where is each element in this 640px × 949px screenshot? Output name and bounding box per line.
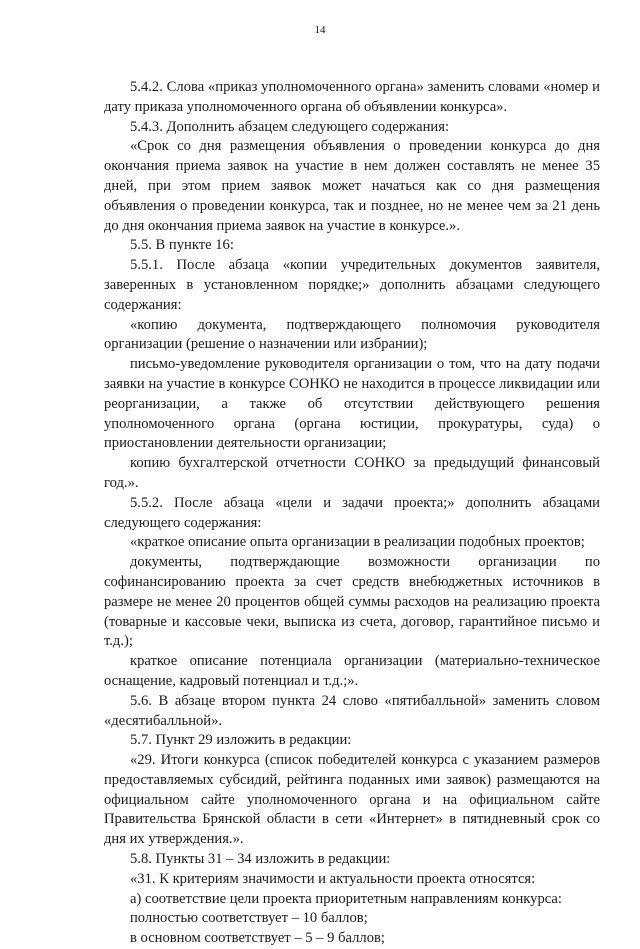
paragraph-experience: «краткое описание опыта организации в реализации подобных проектов; [130, 534, 585, 551]
paragraph-31: «31. К критериям значимости и актуальности проекта относятся: [130, 870, 536, 887]
paragraph-5-5: 5.5. В пункте 16: [130, 237, 234, 254]
paragraph-document-copy: «копию документа, подтверждающего полномочия руководителя организации (решение о назначении или избрании); [104, 316, 600, 353]
paragraph-29: «29. Итоги конкурса (список победителей конкурса с указанием размеров предоставляемых субсидий, рейтинга поданных ими заявок) размещаются на официальном сайте уполномоченного органа и на официальном сайте Правительства Брянской области в сети «Интернет» в пятидневный срок со дня их утверждения.». [104, 752, 600, 848]
paragraph-criterion-a: а) соответствие цели проекта приоритетным направлениям конкурса: [130, 890, 562, 907]
paragraph-5-6: 5.6. В абзаце втором пункта 24 слово «пятибалльной» заменить словом «десятибалльной». [104, 692, 600, 729]
paragraph-5-5-2: 5.5.2. После абзаца «цели и задачи проекта;» дополнить абзацами следующего содержания: [104, 494, 600, 531]
paragraph-5-8: 5.8. Пункты 31 – 34 изложить в редакции: [130, 851, 391, 868]
paragraph-deadline-quote: «Срок со дня размещения объявления о проведении конкурса до дня окончания приема заявок на участие в нем должен составлять не менее 35 дней, при этом прием заявок может начаться как со дня размещения объявления о проведении конкурса, так и позднее, но не менее чем за 21 день до дня окончания приема заявок на участие в конкурсе.». [104, 138, 600, 234]
paragraph-5-7: 5.7. Пункт 29 изложить в редакции: [130, 732, 352, 749]
paragraph-potential: краткое описание потенциала организации (материально-техническое оснащение, кадровый потенциал и т.д.;». [104, 653, 600, 689]
paragraph-mostly-matches: в основном соответствует – 5 – 9 баллов; [130, 930, 385, 947]
page-number: 14 [314, 24, 326, 36]
paragraph-fully-matches: полностью соответствует – 10 баллов; [130, 910, 368, 927]
paragraph-5-4-3: 5.4.3. Дополнить абзацем следующего содержания: [130, 118, 450, 135]
paragraph-accounting-copy: копию бухгалтерской отчетности СОНКО за предыдущий финансовый год.». [104, 455, 600, 491]
document-body [104, 78, 600, 949]
paragraph-5-4-2: 5.4.2. Слова «приказ уполномоченного органа» заменить словами «номер и дату приказа уполномоченного органа об объявлении конкурса». [104, 79, 600, 115]
paragraph-5-5-1: 5.5.1. После абзаца «копии учредительных документов заявителя, заверенных в установленном порядке;» дополнить абзацами следующего содержания: [104, 257, 600, 313]
paragraph-notification-letter: письмо-уведомление руководителя организации о том, что на дату подачи заявки на участие в конкурсе СОНКО не находится в процессе ликвидации или реорганизации, а также об отсутствии действующего решения уполномоченного органа (органа юстиции, прокуратуры, суда) о приостановлении деятельности организации; [104, 356, 600, 452]
paragraph-cofinancing: документы, подтверждающие возможности организации по софинансированию проекта за счет средств внебюджетных источников в размере не менее 20 процентов общей суммы расходов на реализацию проекта (товарные и кассовые чеки, выписка из счета, договор, гарантийное письмо и т.д.); [104, 554, 600, 650]
